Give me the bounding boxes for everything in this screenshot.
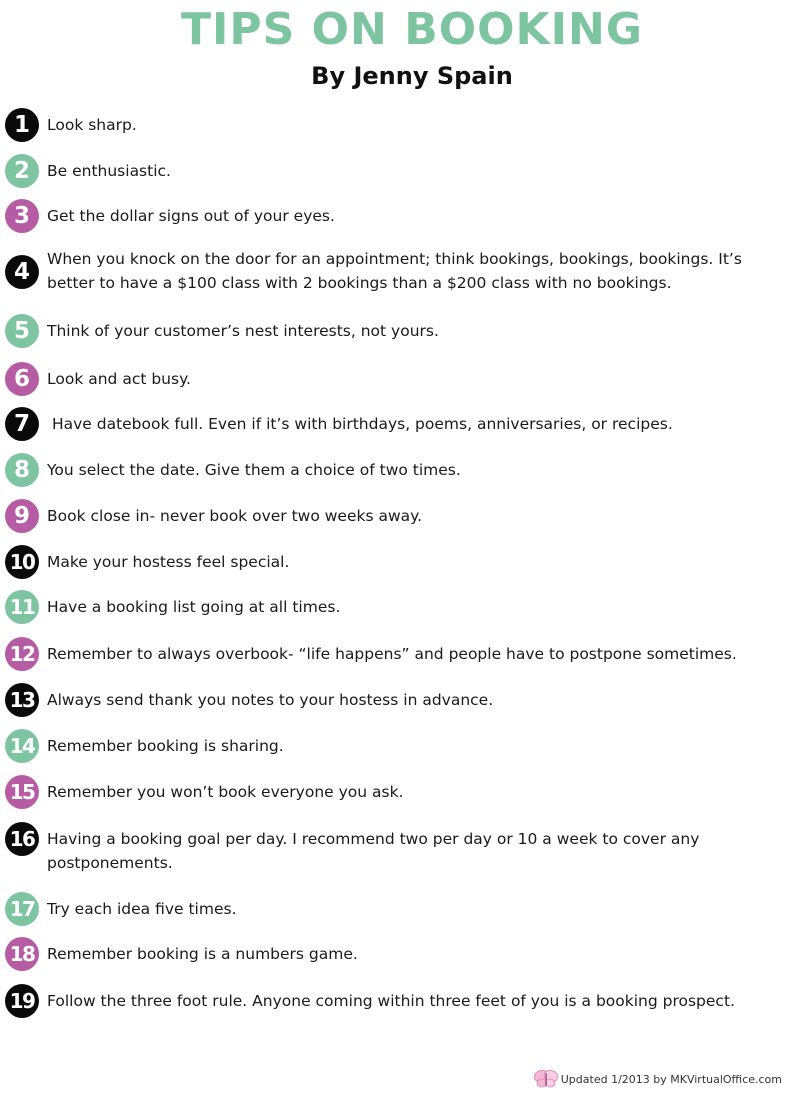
tip-number-badge: 18 xyxy=(5,937,39,971)
tip-number-badge: 2 xyxy=(5,154,39,188)
tip-text: Follow the three foot rule. Anyone coming within three feet of you is a booking prospect. xyxy=(47,992,735,1010)
tip-number-badge: 14 xyxy=(5,729,39,763)
tip-text: Try each idea five times. xyxy=(47,900,237,918)
tip-number-badge: 17 xyxy=(5,892,39,926)
tip-number-badge: 7 xyxy=(5,407,39,441)
tip-text: Have a booking list going at all times. xyxy=(47,598,341,616)
butterfly-icon xyxy=(533,1069,559,1089)
footer xyxy=(533,1068,782,1090)
tip-text: Remember booking is sharing. xyxy=(47,737,284,755)
page-title: TIPS ON BOOKING xyxy=(181,4,643,55)
tip-text: Book close in- never book over two weeks away. xyxy=(47,507,423,525)
tip-text: Having a booking goal per day. I recommend two per day or 10 a week to cover any postponements. xyxy=(47,830,700,872)
tip-text: Look sharp. xyxy=(47,116,137,134)
tip-text: When you knock on the door for an appointment; think bookings, bookings, bookings. It’s better to have a $100 class with 2 bookings than a $200 class with no bookings. xyxy=(47,250,742,292)
author-byline: By Jenny Spain xyxy=(311,62,513,90)
footer-credit: Updated 1/2013 by MKVirtualOffice.com xyxy=(560,1072,782,1086)
tip-number-badge: 5 xyxy=(5,314,39,348)
tip-number-badge: 11 xyxy=(5,590,39,624)
tip-text: Look and act busy. xyxy=(47,370,191,388)
tip-text: Always send thank you notes to your hostess in advance. xyxy=(47,691,494,709)
tip-number-badge: 19 xyxy=(5,984,39,1018)
tip-number-badge: 8 xyxy=(5,453,39,487)
tip-number-badge: 12 xyxy=(5,637,39,671)
tip-number-badge: 16 xyxy=(5,822,39,856)
tip-text: Remember you won’t book everyone you ask. xyxy=(47,783,404,801)
tip-text: Make your hostess feel special. xyxy=(47,553,290,571)
tip-number-badge: 13 xyxy=(5,683,39,717)
tip-number-badge: 9 xyxy=(5,499,39,533)
tip-text: Think of your customer’s nest interests, not yours. xyxy=(47,322,439,340)
tip-text: Have datebook full. Even if it’s with birthdays, poems, anniversaries, or recipes. xyxy=(47,415,673,433)
tip-number-badge: 3 xyxy=(5,199,39,233)
tip-text: You select the date. Give them a choice of two times. xyxy=(47,461,461,479)
tip-number-badge: 6 xyxy=(5,362,39,396)
tip-number-badge: 15 xyxy=(5,775,39,809)
tip-text: Remember to always overbook- “life happens” and people have to postpone sometimes. xyxy=(47,645,737,663)
tip-text: Remember booking is a numbers game. xyxy=(47,945,358,963)
tip-number-badge: 1 xyxy=(5,108,39,142)
tip-number-badge: 4 xyxy=(5,255,39,289)
tip-number-badge: 10 xyxy=(5,545,39,579)
tip-text: Get the dollar signs out of your eyes. xyxy=(47,207,335,225)
tip-text: Be enthusiastic. xyxy=(47,162,171,180)
